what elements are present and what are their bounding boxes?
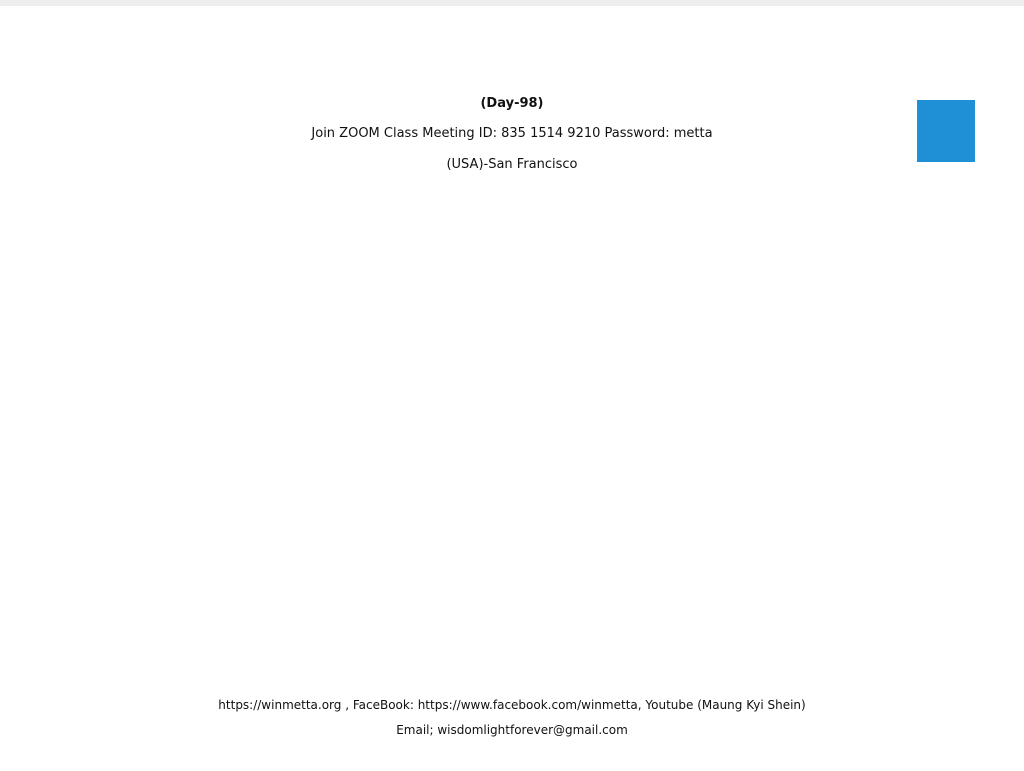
day-number-badge <box>917 100 975 162</box>
page-title: (Day-98) <box>480 96 544 111</box>
zoom-meeting-line: Join ZOOM Class Meeting ID: 835 1514 9210 Password: metta <box>311 126 713 141</box>
footer-contact: Email; wisdomlightforever@gmail.com <box>396 723 628 737</box>
top-border <box>0 0 1024 6</box>
date-location-line: (USA)-San Francisco <box>446 157 578 172</box>
footer-links: https://winmetta.org , FaceBook: https://www.facebook.com/winmetta, Youtube (Maung Kyi Shein) <box>218 698 806 712</box>
